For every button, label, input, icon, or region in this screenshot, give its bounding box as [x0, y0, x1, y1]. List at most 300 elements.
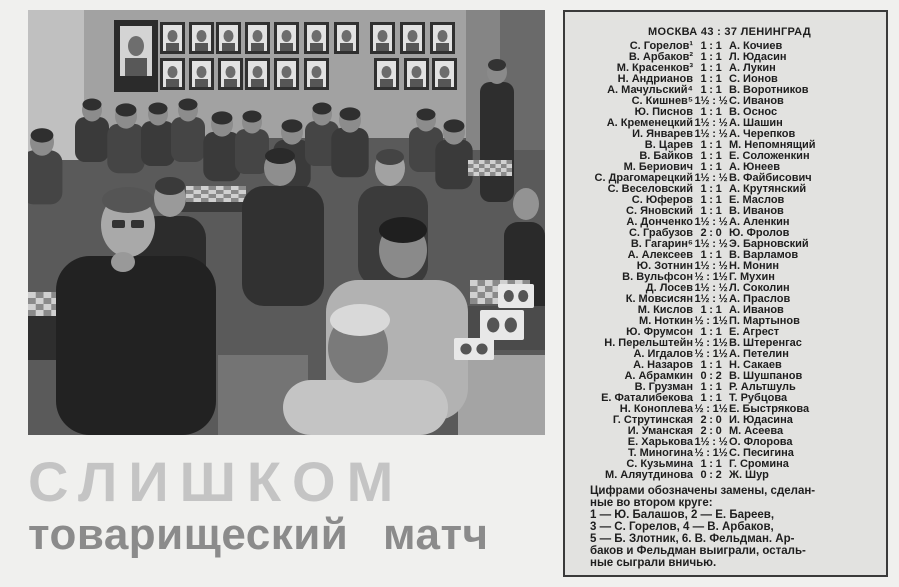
portrait-face — [224, 30, 234, 42]
leningrad-player: А. Крутянский — [729, 182, 807, 195]
leningrad-player: М. Асеева — [729, 424, 784, 437]
portrait-face — [282, 30, 292, 42]
result-row — [565, 349, 886, 360]
photo-chess-hall — [28, 10, 545, 435]
leningrad-player: Е. Быстрякова — [729, 402, 810, 415]
moscow-player: Н. Коноплева — [619, 402, 693, 415]
portrait-shoulders — [224, 79, 237, 87]
chessboard-square — [209, 186, 217, 190]
match-score: 1 : 1 — [700, 105, 722, 118]
result-row — [565, 404, 886, 415]
match-score: 1 : 1 — [700, 61, 722, 74]
note-line: Цифрами обозначены замены, сделан- — [590, 484, 816, 497]
chessboard-square — [490, 164, 496, 168]
player-hair — [31, 128, 54, 142]
chessboard-square — [201, 190, 209, 194]
result-row — [565, 195, 886, 206]
subheadline: товарищеский матч — [28, 510, 489, 559]
moscow-player: Е. Харькова — [627, 435, 693, 448]
chessboard-square — [186, 198, 194, 202]
moscow-player: Д. Лосев — [645, 281, 693, 294]
leningrad-player: А. Черепков — [729, 127, 796, 140]
result-row — [565, 316, 886, 327]
moscow-player: М. Красенков³ — [616, 61, 693, 74]
chessboard-square — [501, 172, 507, 176]
chess-clock — [480, 310, 524, 340]
clock-dial — [460, 344, 471, 355]
match-score: 0 : 2 — [700, 369, 722, 382]
result-row — [565, 382, 886, 393]
moscow-player: В. Грузман — [634, 380, 693, 393]
match-score: 1½ : ½ — [694, 116, 728, 129]
player-body — [283, 380, 448, 435]
chessboard-square — [28, 310, 36, 316]
result-row — [565, 437, 886, 448]
result-row — [565, 393, 886, 404]
portrait-face — [382, 66, 392, 78]
moscow-player: В. Вульфсон — [622, 270, 693, 283]
match-score: 1½ : ½ — [694, 259, 728, 272]
leningrad-player: А. Аленкин — [729, 215, 790, 228]
moscow-player: М. Кислов — [637, 303, 693, 316]
result-row — [565, 250, 886, 261]
match-score: 1 : 1 — [700, 160, 722, 173]
match-score: 1½ : ½ — [694, 127, 728, 140]
chessboard-square — [201, 198, 209, 202]
portrait-shoulders — [410, 79, 423, 87]
moscow-player: И. Январев — [632, 127, 693, 140]
portrait-shoulders — [280, 79, 293, 87]
chessboard-square — [186, 190, 194, 194]
chessboard-square — [44, 298, 52, 304]
chessboard-square — [470, 298, 478, 304]
match-score: ½ : 1½ — [694, 402, 728, 415]
player-hair — [83, 99, 102, 111]
moscow-player: М. Аляутдинова — [605, 468, 693, 481]
chessboard-square — [496, 168, 502, 172]
clock-dial — [505, 318, 517, 333]
leningrad-player: И. Юдасина — [729, 413, 793, 426]
portrait-face — [408, 30, 418, 42]
glasses-lens — [131, 220, 144, 228]
portrait-face — [378, 30, 388, 42]
result-row — [565, 305, 886, 316]
moscow-player: М. Бериович — [623, 160, 693, 173]
photo-image — [28, 10, 545, 435]
leningrad-player: В. Варламов — [729, 248, 799, 261]
leningrad-player: В. Воротников — [729, 83, 809, 96]
result-row — [565, 63, 886, 74]
player-hair — [116, 103, 137, 116]
leningrad-player: Р. Альтшуль — [729, 380, 796, 393]
match-score: 1 : 1 — [700, 39, 722, 52]
portrait-shoulders — [166, 79, 179, 87]
result-row — [565, 415, 886, 426]
match-score: 1 : 1 — [700, 248, 722, 261]
result-row — [565, 470, 886, 481]
portrait-face — [312, 66, 322, 78]
moscow-player: А. Мачульский⁴ — [607, 83, 693, 96]
chessboard-square — [479, 172, 485, 176]
leningrad-player: Э. Барновский — [729, 237, 809, 250]
match-score: 1 : 1 — [700, 204, 722, 217]
portrait-shoulders — [438, 79, 451, 87]
chessboard-square — [36, 304, 44, 310]
match-score: 0 : 2 — [700, 468, 722, 481]
portrait-shoulders — [125, 58, 147, 76]
chessboard-square — [28, 298, 36, 304]
result-row — [565, 151, 886, 162]
leningrad-player: В. Иванов — [729, 204, 784, 217]
player-hair — [212, 111, 233, 124]
moscow-player: С. Грабузов — [628, 226, 693, 239]
chessboard-square — [479, 164, 485, 168]
leningrad-player: Г. Мухин — [729, 270, 775, 283]
results-box — [563, 10, 888, 577]
chessboard-square — [216, 190, 224, 194]
moscow-player: С. Юферов — [631, 193, 693, 206]
note-line: 3 — С. Горелов, 4 — В. Арбаков, — [590, 520, 774, 533]
moscow-player: Н. Андрианов — [617, 72, 693, 85]
moscow-player: К. Мовсисян — [625, 292, 693, 305]
result-row — [565, 129, 886, 140]
leningrad-player: Л. Соколин — [729, 281, 790, 294]
portrait-shoulders — [310, 79, 323, 87]
chessboard-square — [470, 286, 478, 292]
portrait-face — [282, 66, 292, 78]
chessboard-square — [507, 168, 513, 172]
result-row — [565, 426, 886, 437]
result-row — [565, 74, 886, 85]
result-row — [565, 118, 886, 129]
chessboard-square — [239, 186, 247, 190]
match-score: ½ : 1½ — [694, 446, 728, 459]
portrait-shoulders — [376, 43, 389, 51]
player-body — [331, 128, 368, 178]
moscow-player: С. Кишнев⁵ — [631, 94, 693, 107]
match-score: 1 : 1 — [700, 457, 722, 470]
portrait-face — [253, 30, 263, 42]
chessboard-square — [194, 194, 202, 198]
player-hair — [265, 148, 295, 164]
moscow-player: Ю. Зотнин — [636, 259, 693, 272]
match-score: 1½ : ½ — [694, 237, 728, 250]
moscow-player: С. Драгомарецкий — [594, 171, 693, 184]
leningrad-player: Е. Соложенкин — [729, 149, 810, 162]
match-score: 2 : 0 — [700, 413, 722, 426]
result-row — [565, 294, 886, 305]
result-row — [565, 338, 886, 349]
match-score: 1½ : ½ — [694, 292, 728, 305]
result-row — [565, 140, 886, 151]
match-score: 1 : 1 — [700, 149, 722, 162]
match-score: 1 : 1 — [700, 193, 722, 206]
player-body — [235, 129, 269, 174]
result-row — [565, 85, 886, 96]
leningrad-player: В. Файбисович — [729, 171, 812, 184]
chessboard-square — [501, 164, 507, 168]
leningrad-player: Л. Юдасин — [729, 50, 787, 63]
moscow-player: Е. Фаталибекова — [601, 391, 693, 404]
moscow-player: С. Кузьмина — [626, 457, 693, 470]
chessboard-square — [478, 280, 486, 286]
headline: СЛИШКОМ — [28, 450, 405, 513]
leningrad-player: А. Лукин — [729, 61, 776, 74]
match-score: ½ : 1½ — [694, 347, 728, 360]
results-header: МОСКВА 43 : 37 ЛЕНИНГРАД — [648, 26, 811, 38]
chessboard-square — [474, 168, 480, 172]
portrait-shoulders — [251, 43, 264, 51]
player-head — [513, 188, 539, 220]
portrait-face — [342, 30, 352, 42]
chessboard-square — [194, 186, 202, 190]
leningrad-player: А. Кочиев — [729, 39, 783, 52]
player-hair — [444, 119, 465, 132]
leningrad-player: В. Штеренгас — [729, 336, 802, 349]
clock-dial — [476, 344, 487, 355]
moscow-player: А. Игдалов — [633, 347, 693, 360]
match-score: 1 : 1 — [700, 182, 722, 195]
leningrad-player: Е. Маслов — [729, 193, 785, 206]
leningrad-player: А. Иванов — [729, 303, 784, 316]
player-body — [242, 186, 324, 306]
leningrad-player: С. Ионов — [729, 72, 778, 85]
note-line: 1 — Ю. Балашов, 2 — Е. Бареев, — [590, 508, 775, 521]
match-score: ½ : 1½ — [694, 314, 728, 327]
chessboard-square — [490, 172, 496, 176]
player-hair — [155, 177, 185, 195]
result-row — [565, 448, 886, 459]
chess-clock — [498, 284, 534, 308]
chessboard-square — [44, 310, 52, 316]
chessboard-square — [474, 160, 480, 164]
chessboard-square — [485, 298, 493, 304]
portrait-shoulders — [195, 43, 208, 51]
standing-spectator — [480, 82, 514, 202]
moscow-player: С. Яновский — [626, 204, 693, 217]
moscow-player: В. Арбаков² — [628, 50, 693, 63]
player-hair — [379, 217, 427, 243]
moscow-player: М. Ноткин — [639, 314, 693, 327]
moscow-player: Г. Струтинская — [612, 413, 693, 426]
result-row — [565, 371, 886, 382]
match-score: 1 : 1 — [700, 358, 722, 371]
result-row — [565, 459, 886, 470]
portrait-shoulders — [310, 43, 323, 51]
player-hair — [330, 304, 390, 336]
result-row — [565, 41, 886, 52]
leningrad-player: Г. Сромина — [729, 457, 789, 470]
result-row — [565, 228, 886, 239]
match-score: 1 : 1 — [700, 380, 722, 393]
chessboard-square — [224, 194, 232, 198]
leningrad-player: Ю. Фролов — [729, 226, 790, 239]
result-row — [565, 173, 886, 184]
moscow-player: В. Гагарин⁶ — [630, 237, 693, 250]
leningrad-player: Н. Монин — [729, 259, 779, 272]
player-body — [75, 117, 109, 162]
match-score: 1½ : ½ — [694, 171, 728, 184]
match-score: 1 : 1 — [700, 303, 722, 316]
match-score: 1 : 1 — [700, 138, 722, 151]
leningrad-player: В. Оснос — [729, 105, 778, 118]
match-score: ½ : 1½ — [694, 270, 728, 283]
chessboard-square — [507, 160, 513, 164]
result-row — [565, 239, 886, 250]
moscow-player: И. Уманская — [627, 424, 693, 437]
match-score: 2 : 0 — [700, 226, 722, 239]
leningrad-player: С. Песигина — [729, 446, 794, 459]
portrait-shoulders — [406, 43, 419, 51]
results-rows — [565, 41, 886, 481]
player-body — [28, 150, 62, 204]
portrait-face — [197, 30, 207, 42]
portrait-shoulders — [280, 43, 293, 51]
leningrad-player: П. Мартынов — [729, 314, 800, 327]
leningrad-player: М. Непомнящий — [729, 138, 816, 151]
leningrad-player: А. Шашин — [729, 116, 783, 129]
result-row — [565, 360, 886, 371]
match-score: 1½ : ½ — [694, 281, 728, 294]
portrait-shoulders — [222, 43, 235, 51]
result-row — [565, 96, 886, 107]
match-score: 1 : 1 — [700, 391, 722, 404]
moscow-player: С. Горелов¹ — [629, 39, 693, 52]
moscow-player: Н. Перельштейн — [604, 336, 693, 349]
leningrad-player: А. Петелин — [729, 347, 789, 360]
result-row — [565, 327, 886, 338]
portrait-face — [253, 66, 263, 78]
result-row — [565, 206, 886, 217]
leningrad-player: В. Шушпанов — [729, 369, 803, 382]
player-hair — [417, 109, 436, 121]
player-hair — [102, 187, 154, 213]
result-row — [565, 261, 886, 272]
match-score: 1½ : ½ — [694, 94, 728, 107]
note-line: ные во втором круге: — [590, 496, 713, 509]
chessboard-square — [468, 172, 474, 176]
result-row — [565, 184, 886, 195]
chessboard-square — [209, 194, 217, 198]
portrait-face — [168, 30, 178, 42]
result-row — [565, 272, 886, 283]
note-line: ные сыграли вничью. — [590, 556, 717, 569]
leningrad-player: О. Флорова — [729, 435, 793, 448]
clock-dial — [487, 318, 499, 333]
portrait-face — [197, 66, 207, 78]
player-hair — [340, 107, 361, 120]
portrait-face — [312, 30, 322, 42]
player-hair — [243, 111, 262, 123]
substitutions-note — [565, 485, 886, 569]
moscow-player: В. Царев — [644, 138, 693, 151]
player-body — [56, 256, 216, 435]
portrait-shoulders — [166, 43, 179, 51]
result-row — [565, 283, 886, 294]
leningrad-player: Ж. Шур — [729, 468, 769, 481]
chessboard-square — [496, 160, 502, 164]
result-row — [565, 217, 886, 228]
match-score: 1 : 1 — [700, 325, 722, 338]
leningrad-player: Т. Рубцова — [729, 391, 788, 404]
result-row — [565, 52, 886, 63]
portrait-shoulders — [251, 79, 264, 87]
chessboard-square — [468, 164, 474, 168]
chessboard-square — [478, 292, 486, 298]
result-row — [565, 162, 886, 173]
spectator-hair — [488, 59, 506, 71]
chessboard-square — [36, 292, 44, 298]
portrait-shoulders — [195, 79, 208, 87]
portrait-face — [226, 66, 236, 78]
leningrad-player: А. Юнеев — [729, 160, 781, 173]
portrait-face — [440, 66, 450, 78]
match-score: 1 : 1 — [700, 83, 722, 96]
chessboard-square — [485, 286, 493, 292]
match-score: 2 : 0 — [700, 424, 722, 437]
player-body — [141, 121, 175, 166]
player-body — [435, 140, 472, 190]
moscow-player: А. Алексеев — [627, 248, 693, 261]
player-hair — [313, 103, 332, 115]
clock-dial — [504, 290, 514, 302]
glasses-lens — [112, 220, 125, 228]
player-hair — [376, 149, 404, 165]
moscow-player: В. Байков — [639, 149, 693, 162]
moscow-player: А. Назаров — [633, 358, 693, 371]
note-line: баков и Фельдман выиграли, осталь- — [590, 544, 806, 557]
moscow-player: Ю. Фрумсон — [626, 325, 693, 338]
player-hair — [282, 119, 303, 132]
moscow-player: А. Кременецкий — [606, 116, 693, 129]
chessboard-square — [485, 160, 491, 164]
portrait-face — [438, 30, 448, 42]
result-row — [565, 107, 886, 118]
chessboard-square — [231, 190, 239, 194]
portrait-face — [168, 66, 178, 78]
moscow-player: А. Донченко — [626, 215, 693, 228]
chess-clock — [454, 338, 494, 360]
leningrad-player: С. Иванов — [729, 94, 784, 107]
chessboard-square — [216, 198, 224, 202]
moscow-player: А. Абрамкин — [624, 369, 693, 382]
portrait-shoulders — [340, 43, 353, 51]
player-hand — [111, 252, 135, 272]
match-score: 1 : 1 — [700, 50, 722, 63]
moscow-player: Ю. Писнов — [634, 105, 693, 118]
portrait-face — [412, 66, 422, 78]
clock-dial — [518, 290, 528, 302]
leningrad-player: Е. Агрест — [729, 325, 780, 338]
leningrad-player: А. Праслов — [729, 292, 791, 305]
moscow-player: Т. Миногина — [628, 446, 693, 459]
player-body — [107, 124, 144, 174]
player-hair — [179, 99, 198, 111]
player-body — [171, 117, 205, 162]
chessboard-square — [224, 186, 232, 190]
player-hair — [149, 103, 168, 115]
portrait-shoulders — [436, 43, 449, 51]
match-score: 1½ : ½ — [694, 215, 728, 228]
match-score: ½ : 1½ — [694, 336, 728, 349]
floor — [458, 355, 545, 435]
match-score: 1 : 1 — [700, 72, 722, 85]
moscow-player: С. Веселовский — [607, 182, 693, 195]
note-line: 5 — Б. Злотник, 6. В. Фельдман. Ар- — [590, 532, 795, 545]
chessboard-square — [485, 168, 491, 172]
portrait-shoulders — [380, 79, 393, 87]
leningrad-player: Н. Сакаев — [729, 358, 782, 371]
